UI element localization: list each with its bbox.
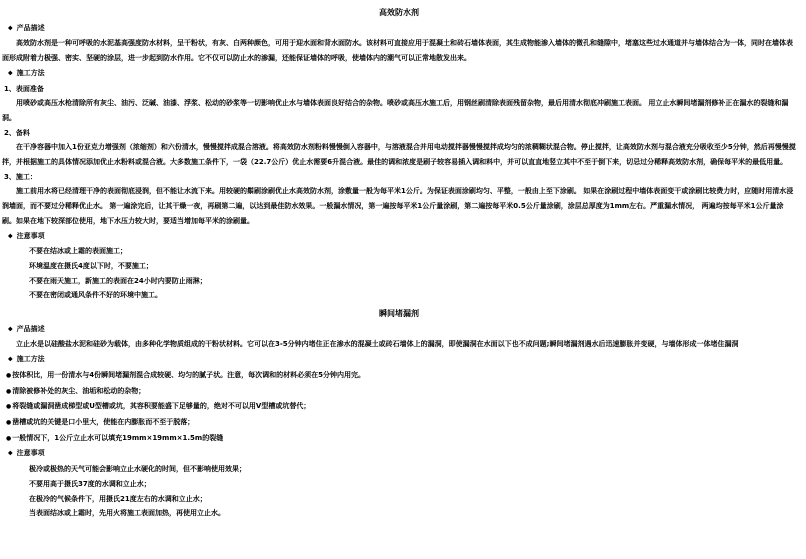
method-bullet bbox=[2, 415, 796, 431]
product2-note: 在极冷的气候条件下，用摄氏21度左右的水调和立止水； bbox=[29, 494, 207, 503]
step2-text: 在干净容器中加入1份亚克力增强剂（浓缩剂）和六份清水，慢慢搅拌成混合溶液。将高效防水剂粉料慢慢倒入容器中，与溶液混合并用电动搅拌器慢慢搅拌成均匀的浓稠糊状混合物。停止搅拌，让高效防水剂与混合液充分吸收至少5分钟，然后再慢慢搅拌，并根据施工的具体情况添加优止水粉料或混合液。大多数施工条件下，一袋（22.7公斤）优止水需要6升混合液。最佳的调和浓度是刷子较容易插入调和料中，并可以直直地竖立其中不至于倒下来，切忌过分稀释高效防水剂，确保每平米的最低用量。 bbox=[2, 143, 796, 167]
product2-note: 极冷或极热的天气可能会影响立止水硬化的时间，但不影响使用效果； bbox=[29, 465, 246, 474]
step3-label: 3、施工： bbox=[4, 172, 37, 181]
method-bullet bbox=[2, 384, 796, 400]
diamond-icon: ◆ bbox=[8, 449, 13, 457]
dot-bullet-icon: ● bbox=[6, 418, 12, 426]
step2-label: 2、备料 bbox=[4, 128, 30, 137]
diamond-icon: ◆ bbox=[8, 355, 13, 363]
product1-note: 环境温度在摄氏4度以下时，不要施工； bbox=[29, 261, 153, 270]
bullet-text: 一般情况下，1公斤立止水可以填充19mm×19mm×1.5m的裂缝 bbox=[12, 433, 224, 442]
product1-note: 不要在雨天施工，新施工的表面在24小时内要防止雨淋； bbox=[29, 276, 207, 285]
heading-label: 注意事项 bbox=[16, 449, 45, 458]
product1-note: 不要在结冰或上霜的表面施工； bbox=[29, 247, 127, 256]
dot-bullet-icon: ● bbox=[6, 403, 12, 411]
heading-label: 注意事项 bbox=[16, 231, 45, 240]
method-bullet bbox=[2, 399, 796, 415]
dot-bullet-icon: ● bbox=[6, 371, 12, 379]
diamond-icon: ◆ bbox=[8, 325, 13, 333]
heading-label: 产品描述 bbox=[16, 324, 45, 333]
product2-note: 不要用高于摄氏37度的水调和立止水； bbox=[29, 479, 151, 488]
bullet-text: 凿槽或坑的关键是口小里大，使能在内膨胀而不至于脱落； bbox=[12, 417, 195, 426]
step1-text: 用喷砂或高压水枪清除所有灰尘、油污、泛碱、油漆、浮浆、松动的砂浆等一切影响优止水与墙体表面良好结合的杂物。喷砂或高压水施工后，用钢丝刷清除表面残留杂物，最后用清水彻底冲刷施工表面。 用立止水瞬间堵漏剂修补正在漏水的裂缝和漏洞。 bbox=[2, 99, 789, 122]
product2-title: 瞬间堵漏剂 bbox=[379, 309, 419, 319]
diamond-icon: ◆ bbox=[8, 232, 13, 240]
product1-description-text: 高效防水剂是一种可呼吸的水泥基高强度防水材料，呈干粉状，有灰、白两种颜色，可用于迎水面和背水面防水。该材料可直接应用于混凝土和砖石墙体表面，其生成物能渗入墙体的微孔和缝隙中，堵塞这些过水通道并与墙体结合为一体，同时在墙体表面形成附着力极强、密实、坚硬的涂层，进一步起到防水作用。它不仅可以防止水的渗漏，还能保证墙体的呼吸，使墙体内的潮气可以正常地散发出来。 bbox=[2, 39, 793, 63]
bullet-text: 按体积比，用一份清水与4份瞬间堵漏剂混合成较硬、均匀的腻子状。注意，每次调和的材料必须在5分钟内用完。 bbox=[12, 370, 365, 379]
heading-label: 施工方法 bbox=[16, 68, 45, 77]
product1-title: 高效防水剂 bbox=[379, 8, 419, 17]
step1-label: 1、表面准备 bbox=[4, 84, 44, 93]
product2-notes-heading bbox=[2, 446, 796, 462]
product1-description-heading bbox=[2, 21, 796, 37]
product2-method-heading bbox=[2, 352, 796, 368]
diamond-icon: ◆ bbox=[8, 69, 13, 77]
bullet-text: 将裂缝或漏洞凿成梯型或U型槽或坑，其容积要能盛下足够量的，绝对不可以用V型槽或坑替代； bbox=[12, 402, 311, 411]
heading-label: 施工方法 bbox=[16, 355, 45, 364]
product1-note: 不要在密闭或通风条件不好的环境中施工。 bbox=[29, 291, 162, 300]
method-bullet bbox=[2, 368, 796, 384]
product1-method-heading bbox=[2, 66, 796, 82]
product2-description-text: 立止水是以硅酸盐水泥和硅砂为载体，由多种化学物质组成的干粉状材料。它可以在3-5分钟内堵住正在渗水的混凝土或砖石墙体上的漏洞，即使漏洞在水面以下也不成问题;瞬间堵漏剂遇水后迅速膨胀并变硬，与墙体形成一体堵住漏洞 bbox=[16, 340, 739, 349]
heading-label: 产品描述 bbox=[16, 23, 45, 32]
product2-note: 当表面结冰或上霜时，先用火将施工表面加热，再使用立止水。 bbox=[29, 509, 225, 518]
product2-description-heading bbox=[2, 322, 796, 338]
product1-notes-heading bbox=[2, 229, 796, 245]
bullet-text: 清除被修补处的灰尘、油垢和松动的杂物； bbox=[12, 386, 146, 395]
diamond-icon: ◆ bbox=[8, 24, 13, 32]
dot-bullet-icon: ● bbox=[6, 387, 12, 395]
step3-text: 施工前用水将已经清理干净的表面彻底浸润，但不能让水流下来。用较硬的鬃刷涂刷优止水高效防水剂，涂敷量一般为每平米1公斤。为保证表面涂刷均匀、平整，一般由上至下涂刷。 如果在涂刷过程中墙体表面变干或涂刷比较费力时，应随时用清水浸润墙面，而不要过分稀释优止水。 第一遍涂完后，让其干燥一夜，再刷第二遍，以达到最佳防水效果。一般漏水情况，第一遍按每平米1公斤量涂刷，第二遍按每平米0.5公斤量涂刷，涂层总厚度为1mm左右。严重漏水情况， 两遍均按每平米1公斤量涂刷。如果在地下较深部位使用，地下水压力较大时，要适当增加每平米的涂刷量。 bbox=[2, 187, 794, 225]
method-bullet bbox=[2, 431, 796, 447]
dot-bullet-icon: ● bbox=[6, 434, 12, 442]
